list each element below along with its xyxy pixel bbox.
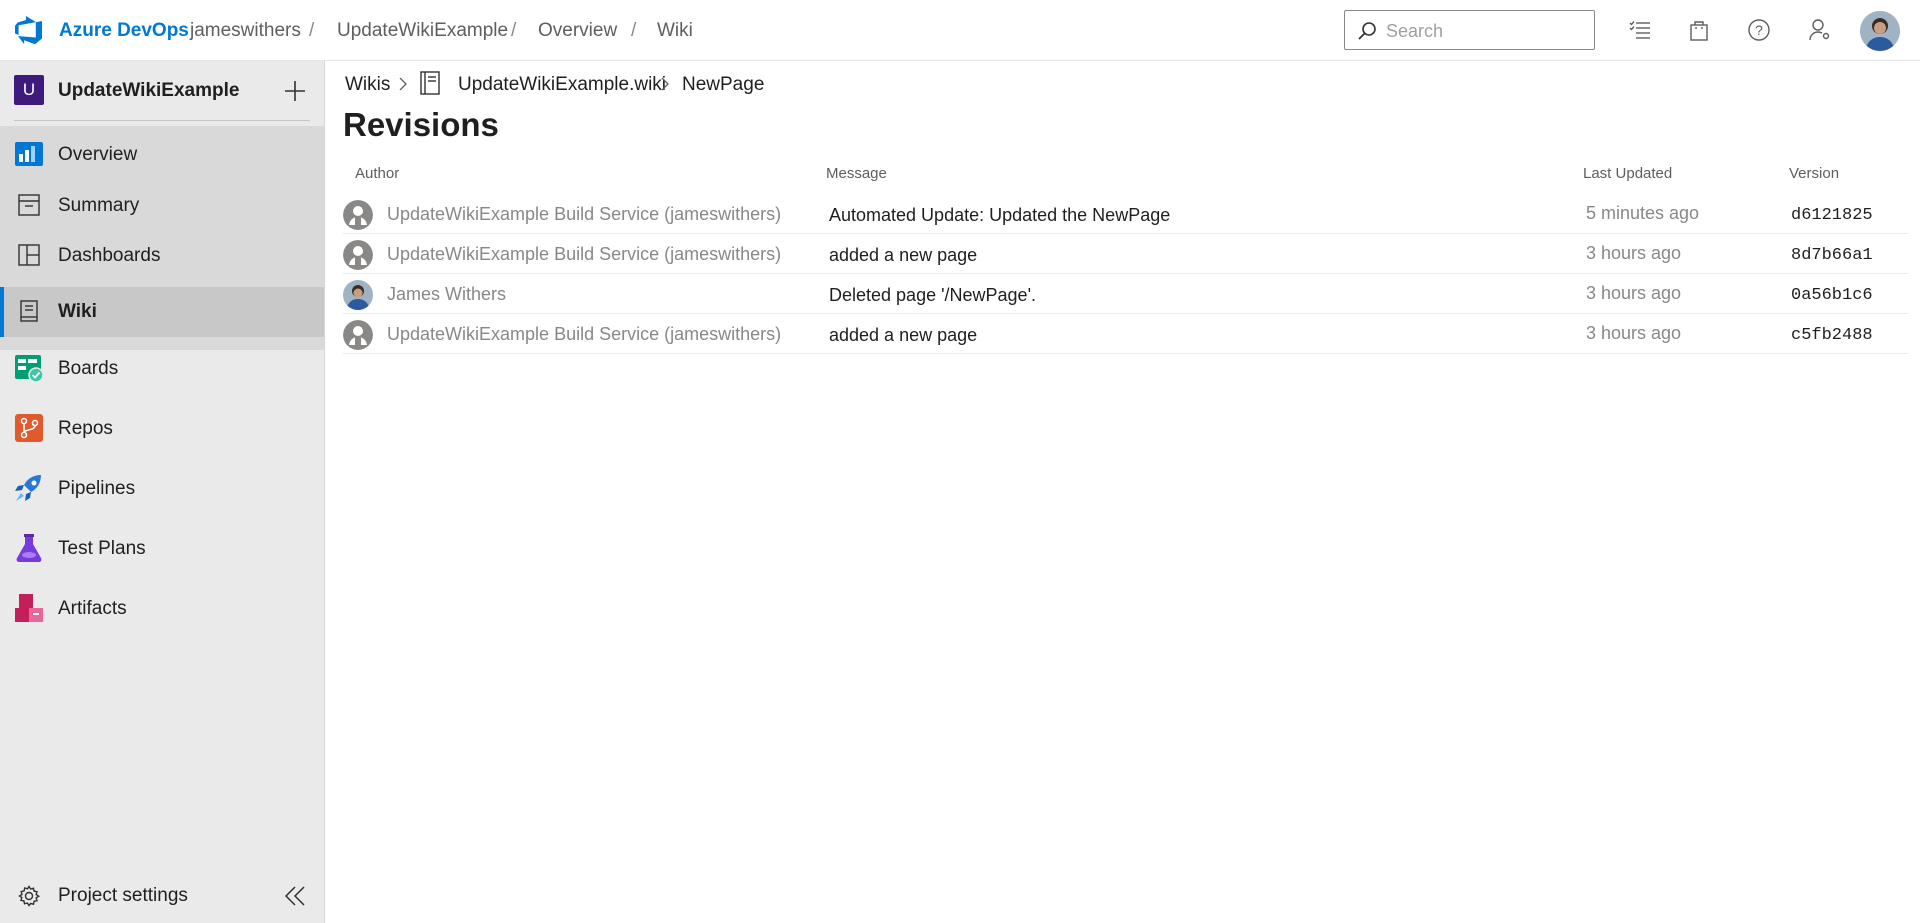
project-badge: U (14, 75, 44, 105)
shopping-bag-icon[interactable] (1687, 18, 1711, 42)
sidebar (0, 61, 325, 923)
sidebar-item-summary[interactable] (0, 183, 324, 227)
sidebar-item-label: Test Plans (58, 538, 146, 559)
revision-message[interactable]: added a new page (829, 245, 978, 265)
sidebar-item-label: Summary (58, 195, 140, 216)
column-header-author: Author (355, 165, 400, 182)
version-hash[interactable]: 8d7b66a1 (1791, 246, 1873, 265)
table-row[interactable] (343, 314, 1908, 354)
sidebar-item-label: Wiki (58, 301, 97, 322)
sidebar-item-label: Repos (58, 418, 113, 439)
sidebar-item-label: Overview (58, 144, 138, 165)
artifacts-icon (14, 593, 44, 623)
wiki-book-icon (418, 71, 442, 95)
boards-icon (14, 353, 44, 383)
search-box[interactable] (1344, 10, 1595, 50)
sidebar-item-label: Boards (58, 358, 119, 379)
svg-text:?: ? (1755, 22, 1763, 38)
revision-message[interactable]: added a new page (829, 325, 978, 345)
top-bar (0, 0, 1920, 61)
wiki-icon (18, 300, 40, 322)
pipelines-icon (14, 473, 44, 503)
version-hash[interactable]: 0a56b1c6 (1791, 286, 1873, 305)
breadcrumb-organization[interactable]: jameswithers (190, 20, 301, 41)
sidebar-item-test-plans[interactable] (0, 523, 324, 573)
author-name[interactable]: James Withers (387, 284, 507, 304)
azure-devops-logo-icon[interactable] (14, 14, 46, 46)
breadcrumb-overview[interactable]: Overview (538, 20, 618, 41)
sidebar-footer (0, 869, 324, 923)
table-row[interactable] (343, 194, 1908, 234)
author-name[interactable]: UpdateWikiExample Build Service (jameswithers) (387, 204, 782, 224)
version-hash[interactable]: c5fb2488 (1791, 326, 1873, 345)
project-header[interactable] (0, 61, 324, 121)
breadcrumb-project[interactable]: UpdateWikiExample (337, 20, 509, 41)
gear-icon (18, 885, 40, 907)
table-row[interactable] (343, 234, 1908, 274)
search-icon (1357, 21, 1377, 41)
breadcrumb-separator: / (511, 20, 517, 41)
column-header-message: Message (826, 165, 887, 182)
table-row[interactable] (343, 274, 1908, 314)
chevron-right-icon (396, 77, 410, 91)
chevron-right-icon (658, 77, 672, 91)
last-updated: 3 hours ago (1586, 283, 1682, 303)
author-name[interactable]: UpdateWikiExample Build Service (jameswithers) (387, 324, 782, 344)
add-icon[interactable] (282, 78, 308, 104)
sidebar-item-label: Dashboards (58, 245, 161, 266)
search-input[interactable]: Search (1386, 21, 1444, 41)
sidebar-item-wiki[interactable] (0, 286, 324, 336)
sidebar-item-dashboards[interactable] (0, 233, 324, 277)
project-settings-button[interactable] (0, 869, 240, 923)
breadcrumb-separator: / (631, 20, 637, 41)
project-settings-label: Project settings (58, 885, 188, 906)
help-icon[interactable] (1747, 18, 1771, 42)
revision-message[interactable]: Deleted page '/NewPage'. (829, 285, 1037, 305)
page-title: Revisions (343, 106, 499, 143)
column-header-last-updated: Last Updated (1583, 165, 1673, 182)
breadcrumb-wiki-name[interactable]: UpdateWikiExample.wiki (458, 74, 667, 95)
divider (14, 120, 310, 121)
last-updated: 3 hours ago (1586, 243, 1682, 263)
sidebar-item-label: Pipelines (58, 478, 136, 499)
breadcrumb-page[interactable]: NewPage (682, 74, 765, 95)
generic-avatar-icon (343, 320, 373, 350)
sidebar-item-label: Artifacts (58, 598, 127, 619)
revision-message[interactable]: Automated Update: Updated the NewPage (829, 205, 1171, 225)
column-header-version: Version (1789, 165, 1840, 182)
brand-link[interactable]: Azure DevOps (59, 20, 189, 41)
sidebar-item-boards[interactable] (0, 343, 324, 393)
version-hash[interactable]: d6121825 (1791, 206, 1873, 225)
user-photo-icon (1860, 11, 1900, 51)
task-list-icon[interactable] (1628, 18, 1652, 42)
summary-icon (18, 194, 40, 216)
user-photo-icon (343, 280, 373, 310)
last-updated: 5 minutes ago (1586, 203, 1700, 223)
breadcrumb-wikis[interactable]: Wikis (345, 74, 391, 95)
overview-icon (14, 139, 44, 169)
sidebar-item-repos[interactable] (0, 403, 324, 453)
user-settings-icon[interactable] (1808, 18, 1832, 42)
user-avatar[interactable] (1860, 11, 1900, 51)
main-content (326, 61, 1920, 923)
dashboards-icon (18, 244, 40, 266)
project-name[interactable]: UpdateWikiExample (58, 80, 240, 101)
sidebar-item-overview[interactable] (0, 129, 324, 179)
collapse-sidebar-icon[interactable] (284, 885, 306, 907)
test-plans-icon (14, 533, 44, 563)
breadcrumb-separator: / (309, 20, 315, 41)
sidebar-item-pipelines[interactable] (0, 463, 324, 513)
repos-icon (14, 413, 44, 443)
generic-avatar-icon (343, 200, 373, 230)
breadcrumb-wiki[interactable]: Wiki (657, 20, 693, 41)
last-updated: 3 hours ago (1586, 323, 1682, 343)
author-name[interactable]: UpdateWikiExample Build Service (jameswithers) (387, 244, 782, 264)
generic-avatar-icon (343, 240, 373, 270)
sidebar-item-artifacts[interactable] (0, 583, 324, 633)
